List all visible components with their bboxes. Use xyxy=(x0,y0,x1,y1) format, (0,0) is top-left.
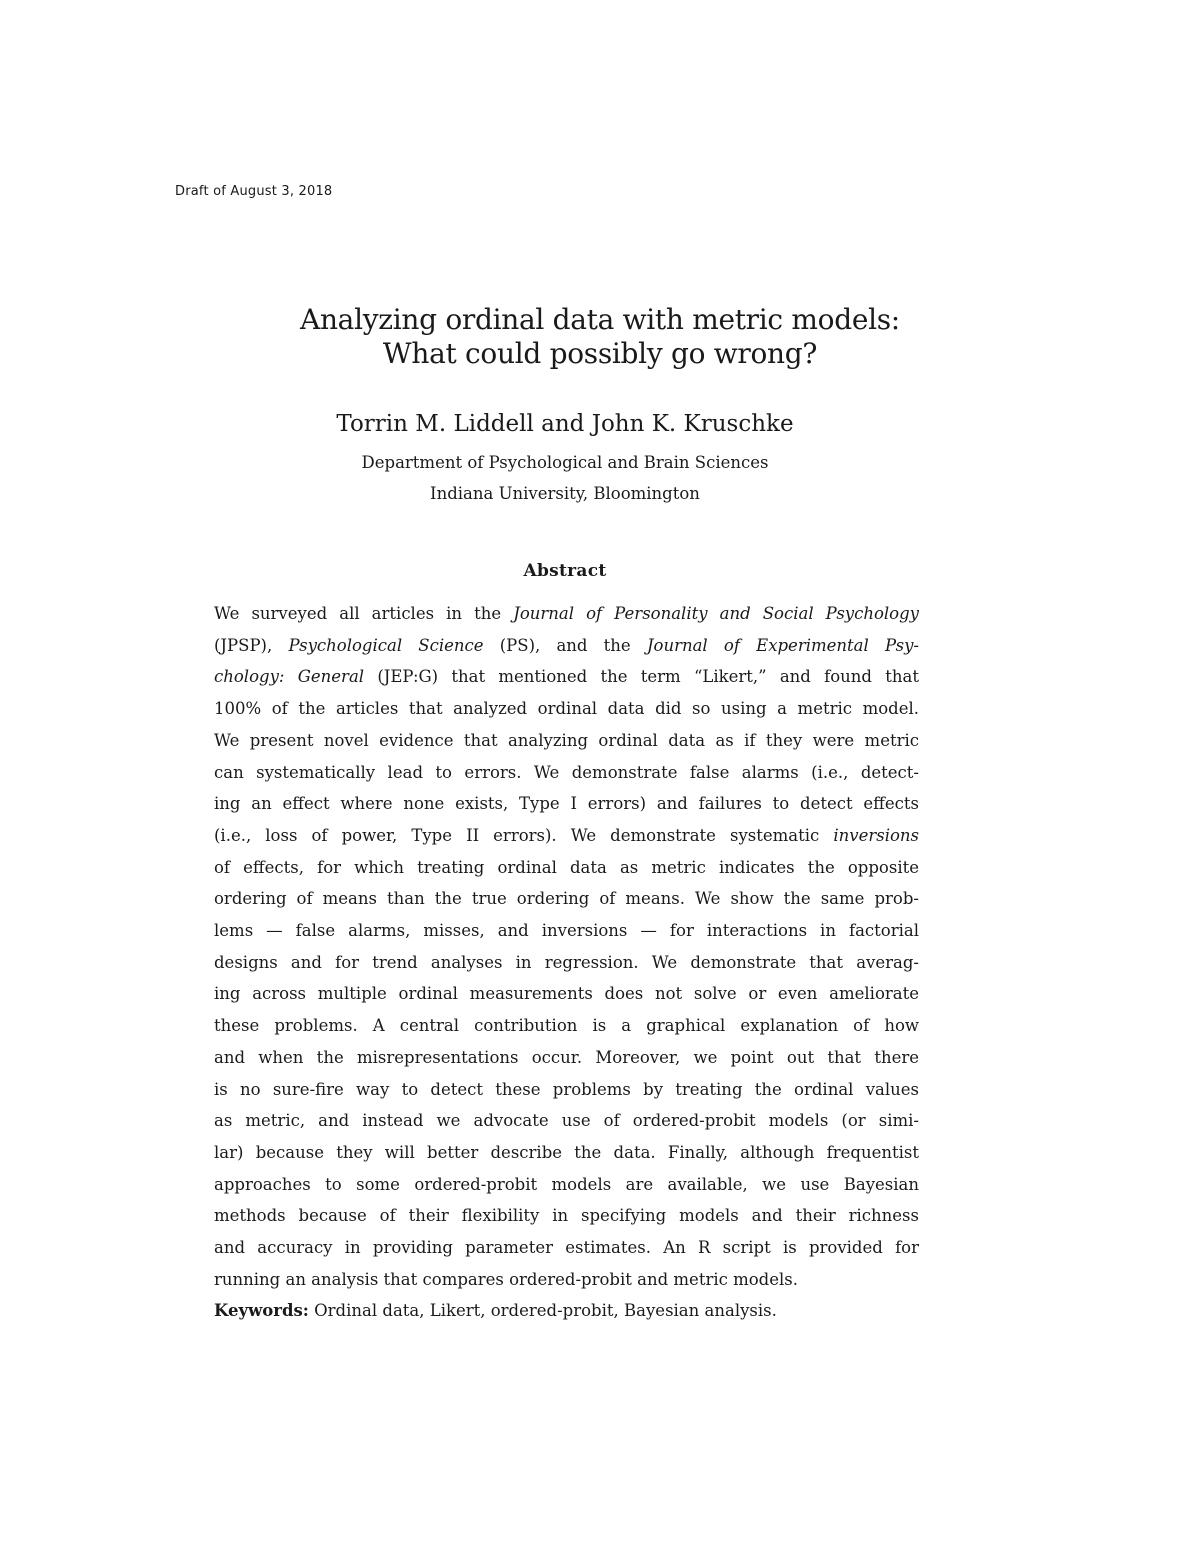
abstract-body xyxy=(214,598,919,1327)
keywords-text: Ordinal data, Likert, ordered-probit, Bayesian analysis. xyxy=(308,1301,777,1321)
keywords xyxy=(214,1295,919,1327)
abstract-line: We present novel evidence that analyzing ordinal data as if they were metric xyxy=(214,730,919,750)
abstract-line: can systematically lead to errors. We demonstrate false alarms (i.e., detect- xyxy=(214,762,919,782)
abstract-line: is no sure-fire way to detect these problems by treating the ordinal values xyxy=(214,1079,919,1099)
abstract-line: ordering of means than the true ordering of means. We show the same prob- xyxy=(214,889,919,909)
abstract-text: (i.e., loss of power, Type II errors). We demonstrate systematic xyxy=(214,825,834,845)
journal-name: Journal of Experimental Psy- xyxy=(646,635,919,655)
paper-title xyxy=(0,303,1200,371)
abstract-line: designs and for trend analyses in regression. We demonstrate that averag- xyxy=(214,952,919,972)
journal-name: Psychological Science xyxy=(288,635,484,655)
abstract-line: of effects, for which treating ordinal data as metric indicates the opposite xyxy=(214,857,919,877)
draft-date: Draft of August 3, 2018 xyxy=(175,184,333,199)
abstract-heading: Abstract xyxy=(523,561,607,581)
abstract-line xyxy=(214,661,919,693)
abstract-line: running an analysis that compares ordered-probit and metric models. xyxy=(214,1269,798,1289)
abstract-line: ing an effect where none exists, Type I errors) and failures to detect effects xyxy=(214,794,919,814)
journal-name: chology: General xyxy=(214,667,365,687)
affiliation-department: Department of Psychological and Brain Sciences xyxy=(361,453,769,472)
affiliation-university: Indiana University, Bloomington xyxy=(430,484,700,503)
abstract-line: lems — false alarms, misses, and inversions — for interactions in factorial xyxy=(214,921,919,941)
abstract-line: 100% of the articles that analyzed ordinal data did so using a metric model. xyxy=(214,699,919,719)
abstract-line: lar) because they will better describe the data. Finally, although frequentist xyxy=(214,1142,919,1162)
keywords-label: Keywords: xyxy=(214,1301,309,1321)
abstract-line xyxy=(214,820,919,852)
abstract-text: (PS), and the xyxy=(483,635,647,655)
abstract-line: approaches to some ordered-probit models are available, we use Bayesian xyxy=(214,1174,919,1194)
journal-name: Journal of Personality and Social Psychology xyxy=(513,604,920,623)
emphasis-inversions: inversions xyxy=(833,825,919,845)
abstract-line: these problems. A central contribution is a graphical explanation of how xyxy=(214,1016,919,1036)
abstract-line xyxy=(214,598,919,630)
abstract-line: and when the misrepresentations occur. Moreover, we point out that there xyxy=(214,1047,919,1067)
title-line-2: What could possibly go wrong? xyxy=(382,337,818,370)
title-line-1: Analyzing ordinal data with metric models: xyxy=(300,303,900,336)
abstract-line: ing across multiple ordinal measurements does not solve or even ameliorate xyxy=(214,984,919,1004)
abstract-line: as metric, and instead we advocate use of ordered-probit models (or simi- xyxy=(214,1111,919,1131)
abstract-text: (JEP:G) that mentioned the term “Likert,” and found that xyxy=(364,667,919,687)
abstract-line: methods because of their flexibility in specifying models and their richness xyxy=(214,1206,919,1226)
abstract-line: and accuracy in providing parameter estimates. An R script is provided for xyxy=(214,1238,919,1258)
author-list: Torrin M. Liddell and John K. Kruschke xyxy=(336,411,794,437)
abstract-line xyxy=(214,630,919,662)
abstract-text: We surveyed all articles in the xyxy=(214,604,514,623)
abstract-text: (JPSP), xyxy=(214,635,289,655)
